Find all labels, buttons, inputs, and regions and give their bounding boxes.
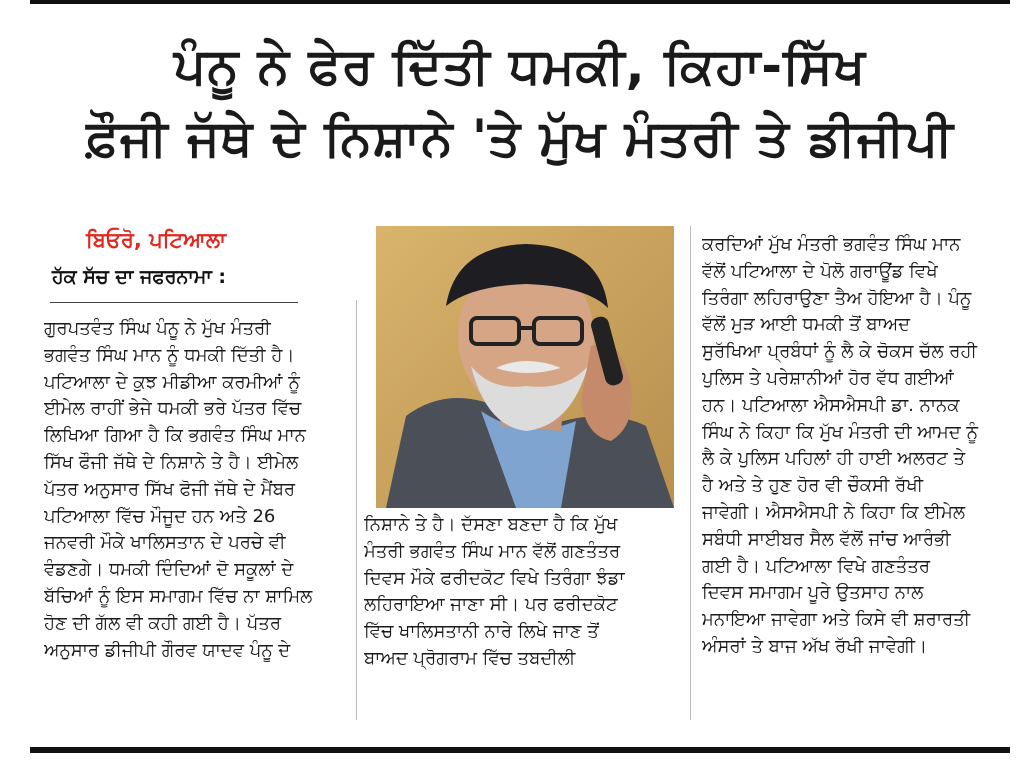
text-line: ਸੁਰੱਖਿਆ ਪ੍ਰਬੰਧਾਂ ਨੂੰ ਲੈ ਕੇ ਚੋਕਸ ਚੱਲ ਰਹੀ	[702, 341, 977, 363]
byline: ਬਿਓਰੋ, ਪਟਿਆਲਾ	[86, 228, 227, 252]
article-column-1	[44, 316, 344, 664]
column-divider	[690, 226, 691, 720]
text-line: ਵੱਲੋਂ ਪਟਿਆਲਾ ਦੇ ਪੋਲੋ ਗਰਾਊਂਡ ਵਿਖੇ	[702, 260, 938, 282]
text-line: ਬਾਅਦ ਪ੍ਰੋਗਰਾਮ ਵਿੱਚ ਤਬਦੀਲੀ	[364, 647, 576, 669]
text-line: ਪਟਿਆਲਾ ਦੇ ਕੁਝ ਮੀਡੀਆ ਕਰਮੀਆਂ ਨੂੰ	[44, 371, 300, 393]
text-line: ਲਹਿਰਾਇਆ ਜਾਣਾ ਸੀ। ਪਰ ਫਰੀਦਕੋਟ	[364, 594, 618, 616]
headline-line-1: ਪੰਨੂ ਨੇ ਫੇਰ ਦਿੱਤੀ ਧਮਕੀ, ਕਿਹਾ-ਸਿੱਖ	[173, 37, 867, 95]
text-line: ਹੈ ਅਤੇ ਤੇ ਹੁਣ ਹੋਰ ਵੀ ਚੌਕਸੀ ਰੱਖੀ	[702, 475, 924, 497]
text-line: ਕਰਦਿਆਂ ਮੁੱਖ ਮੰਤਰੀ ਭਗਵੰਤ ਸਿੰਘ ਮਾਨ	[702, 234, 961, 255]
article-column-2	[364, 512, 680, 673]
text-line: ਗਈ ਹੈ। ਪਟਿਆਲਾ ਵਿਖੇ ਗਣਤੰਤਰ	[702, 555, 931, 577]
text-line: ਹਨ। ਪਟਿਆਲਾ ਐਸਐਸਪੀ ਡਾ. ਨਾਨਕ	[702, 394, 960, 416]
text-line: ਬੱਚਿਆਂ ਨੂੰ ਇਸ ਸਮਾਗਮ ਵਿੱਚ ਨਾ ਸ਼ਾਮਿਲ	[44, 585, 313, 607]
text-line: ਭਗਵੰਤ ਸਿੰਘ ਮਾਨ ਨੂੰ ਧਮਕੀ ਦਿੱਤੀ ਹੈ।	[44, 344, 295, 366]
text-line: ਹੋਣ ਦੀ ਗੱਲ ਵੀ ਕਹੀ ਗਈ ਹੈ। ਪੱਤਰ	[44, 612, 281, 634]
text-line: ਵੰਡਣਗੇ। ਧਮਕੀ ਦਿੰਦਿਆਂ ਦੋ ਸਕੂਲਾਂ ਦੇ	[44, 559, 294, 581]
text-line: ਮੰਤਰੀ ਭਗਵੰਤ ਸਿੰਘ ਮਾਨ ਵੱਲੋਂ ਗਣਤੰਤਰ	[364, 540, 621, 562]
text-line: ਜਨਵਰੀ ਮੌਕੇ ਖਾਲਿਸਤਾਨ ਦੇ ਪਰਚੇ ਵੀ	[44, 532, 286, 554]
text-line: ਵਿੱਚ ਖਾਲਿਸਤਾਨੀ ਨਾਰੇ ਲਿਖੇ ਜਾਣ ਤੋਂ	[364, 621, 599, 643]
text-line: ਈਮੇਲ ਰਾਹੀਂ ਭੇਜੇ ਧਮਕੀ ਭਰੇ ਪੱਤਰ ਵਿੱਚ	[44, 398, 302, 420]
portrait-photo	[376, 226, 674, 508]
text-line: ਲਿਖਿਆ ਗਿਆ ਹੈ ਕਿ ਭਗਵੰਤ ਸਿੰਘ ਮਾਨ	[44, 425, 306, 447]
text-line: ਪਟਿਆਲਾ ਵਿੱਚ ਮੌਜੂਦ ਹਨ ਅਤੇ 26	[44, 505, 276, 527]
text-line: ਸਬੰਧੀ ਸਾਈਬਰ ਸੈਲ ਵੱਲੋਂ ਜਾਂਚ ਆਰੰਭੀ	[702, 528, 951, 550]
text-line: ਵੱਲੋਂ ਮੁੜ ਆਈ ਧਮਕੀ ਤੋਂ ਬਾਅਦ	[702, 314, 911, 336]
bottom-rule	[30, 747, 1010, 753]
text-line: ਸਿੱਖ ਫੌਜੀ ਜੱਥੇ ਦੇ ਨਿਸ਼ਾਨੇ ਤੇ ਹੈ। ਈਮੇਲ	[44, 451, 299, 473]
text-line: ਦਿਵਸ ਮੌਕੇ ਫਰੀਦਕੋਟ ਵਿਖੇ ਤਿਰੰਗਾ ਝੰਡਾ	[364, 567, 625, 589]
text-line: ਦਿਵਸ ਸਮਾਗਮ ਪੂਰੇ ਉਤਸਾਹ ਨਾਲ	[702, 582, 924, 604]
column-divider	[356, 300, 357, 720]
text-line: ਨਿਸ਼ਾਨੇ ਤੇ ਹੈ। ਦੱਸਣਾ ਬਣਦਾ ਹੈ ਕਿ ਮੁੱਖ	[364, 514, 618, 535]
headline	[30, 30, 1010, 174]
text-line: ਪੁਲਿਸ ਤੇ ਪਰੇਸ਼ਾਨੀਆਂ ਹੋਰ ਵੱਧ ਗਈਆਂ	[702, 367, 954, 389]
source-underline	[50, 302, 298, 303]
source-label: ਹੱਕ ਸੱਚ ਦਾ ਜਫਰਨਾਮਾ :	[52, 266, 226, 288]
text-line: ਅਨੁਸਾਰ ਡੀਜੀਪੀ ਗੌਰਵ ਯਾਦਵ ਪੰਨੂ ਦੇ	[44, 639, 291, 661]
text-line: ਮਨਾਇਆ ਜਾਵੇਗਾ ਅਤੇ ਕਿਸੇ ਵੀ ਸ਼ਰਾਰਤੀ	[702, 609, 971, 631]
headline-line-2: ਫ਼ੌਜੀ ਜੱਥੇ ਦੇ ਨਿਸ਼ਾਨੇ 'ਤੇ ਮੁੱਖ ਮੰਤਰੀ ਤੇ ਡੀਜੀਪੀ	[86, 109, 954, 167]
text-line: ਸਿੰਘ ਨੇ ਕਿਹਾ ਕਿ ਮੁੱਖ ਮੰਤਰੀ ਦੀ ਆਮਦ ਨੂੰ	[702, 421, 979, 443]
text-line: ਅੰਸਰਾਂ ਤੇ ਬਾਜ ਅੱਖ ਰੱਖੀ ਜਾਵੇਗੀ।	[702, 635, 928, 657]
text-line: ਗੁਰਪਤਵੰਤ ਸਿੰਘ ਪੰਨੂ ਨੇ ਮੁੱਖ ਮੰਤਰੀ	[44, 318, 271, 339]
text-line: ਪੱਤਰ ਅਨੁਸਾਰ ਸਿੱਖ ਫੋਜੀ ਜੱਥੇ ਦੇ ਮੈਂਬਰ	[44, 478, 296, 500]
top-rule	[30, 0, 1010, 4]
text-line: ਤਿਰੰਗਾ ਲਹਿਰਾਉਣਾ ਤੈਅ ਹੋਇਆ ਹੈ। ਪੰਨੂ	[702, 287, 972, 309]
text-line: ਲੈ ਕੇ ਪੁਲਿਸ ਪਹਿਲਾਂ ਹੀ ਹਾਈ ਅਲਰਟ ਤੇ	[702, 448, 966, 470]
article-column-3	[702, 232, 1024, 661]
text-line: ਜਾਵੇਗੀ। ਐਸਐਸਪੀ ਨੇ ਕਿਹਾ ਕਿ ਈਮੇਲ	[702, 501, 966, 523]
